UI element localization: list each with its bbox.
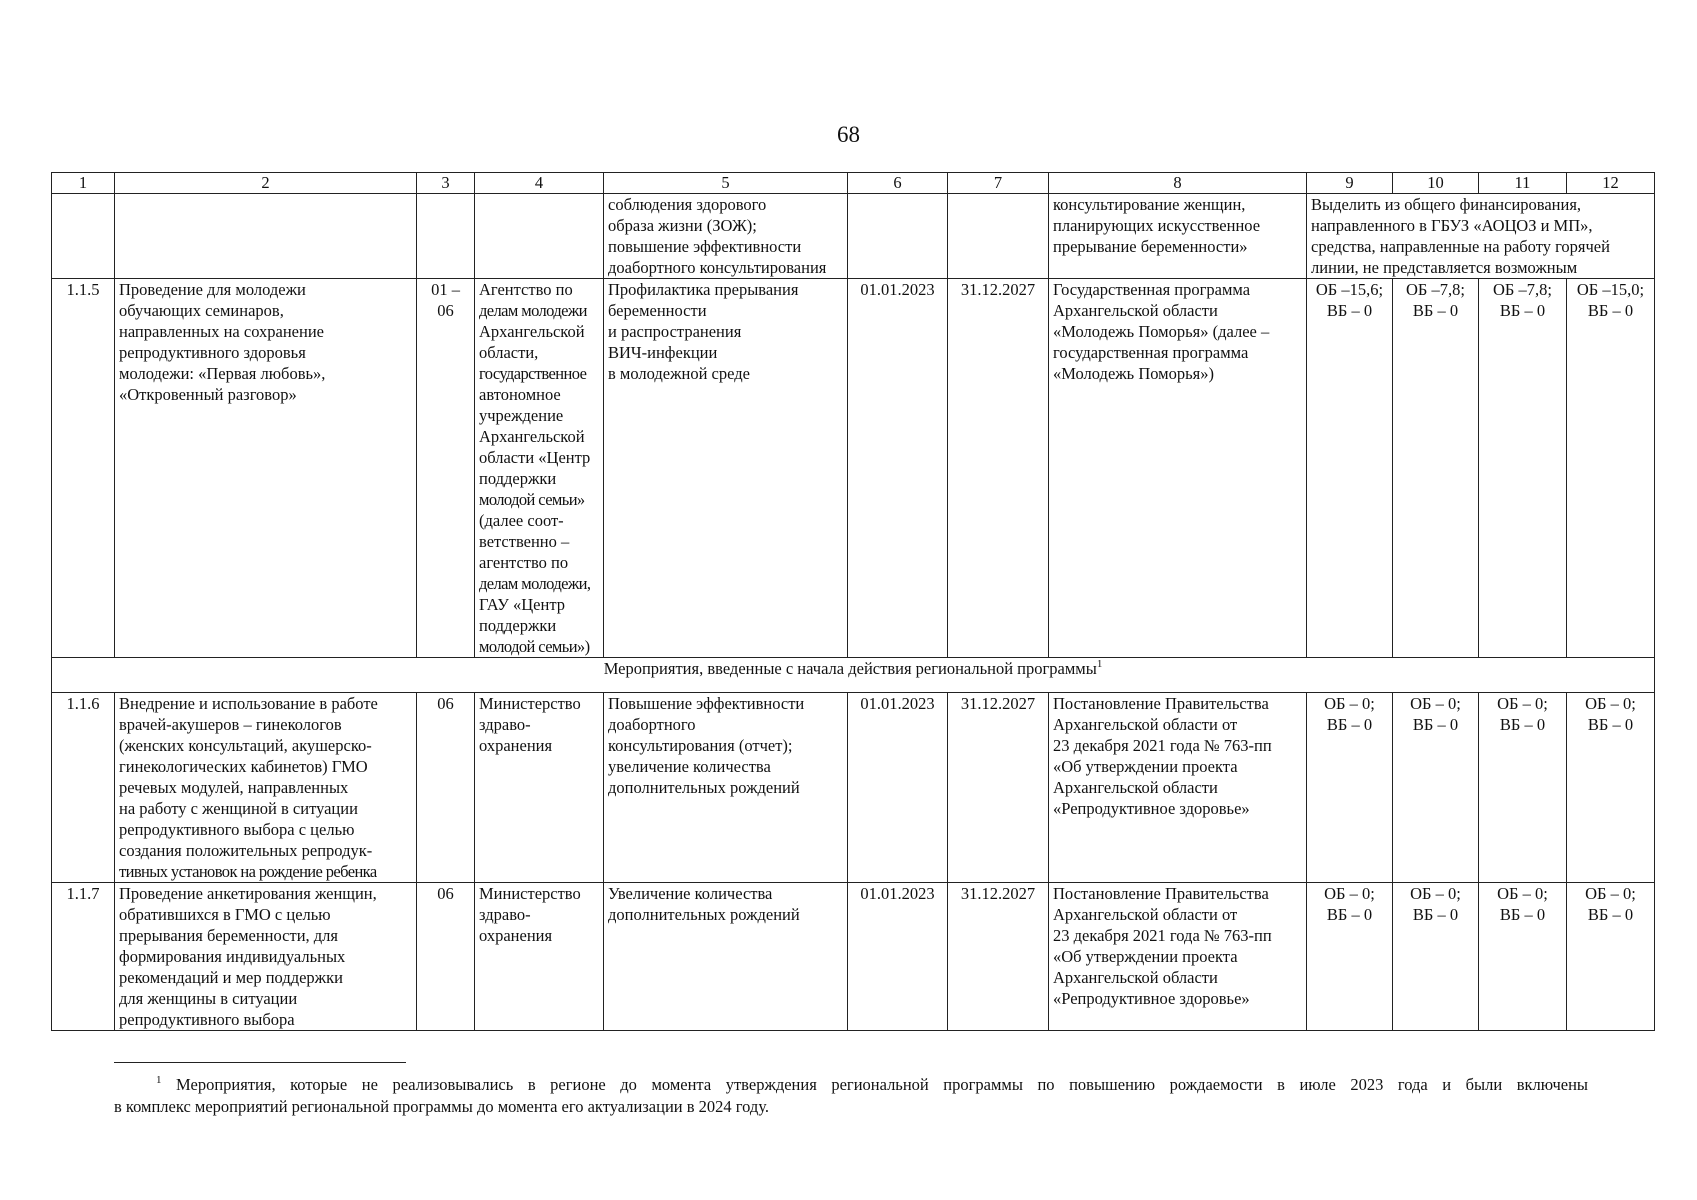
cell-text-line: здраво- [479,905,531,924]
column-number: 1 [52,173,115,194]
measure-name-cell [115,883,417,1031]
continued-basis-cell [1049,194,1307,279]
cell-text-line: Постановление Правительства [1053,884,1269,903]
code-cell [417,279,475,658]
cell-text-line: беременности [608,301,707,320]
cell-text-line: «Молодежь Поморья» (далее – [1053,322,1270,341]
cell-text-line: Архангельской области [1053,968,1218,987]
column-number: 8 [1049,173,1307,194]
footnote-text: Мероприятия, которые не реализовывались в регионе до момента утверждения региональной программы по повышению рождаемости в июле 2023 года и были включены [176,1075,1588,1094]
column-number: 10 [1393,173,1479,194]
cell-text-line: направленных на сохранение [119,322,324,341]
cell-text-line: государственная программа [1053,343,1249,362]
funding-cell [1393,279,1479,658]
cell-text-line: Архангельской [479,427,585,446]
row-number: 1.1.6 [52,693,115,883]
cell-text-line: Государственная программа [1053,280,1251,299]
cell-text-line: прерывание беременности» [1053,237,1248,256]
footnote-mark: 1 [156,1074,162,1086]
cell-text-line: Повышение эффективности [608,694,805,713]
footnote-line: в комплекс мероприятий региональной программы до момента его актуализации в 2024 году. [114,1097,770,1116]
result-cell [604,693,848,883]
funding-cell [1479,279,1567,658]
cell-text-line: «Об утверждении проекта [1053,757,1238,776]
cell-text-line: ОБ – 0; [1585,884,1636,903]
executor-cell [475,279,604,658]
funding-cell [1567,883,1655,1031]
cell-text-line: средства, направленные на работу горячей [1311,237,1610,256]
cell-text-line: Увеличение количества [608,884,773,903]
cell-text-line: поддержки [479,616,557,635]
cell-text-line: делам молодежи [479,301,587,320]
cell-text-line: ВБ – 0 [1326,715,1373,734]
cell-text-line: 06 [437,884,454,903]
cell-text-line: «Молодежь Поморья») [1053,364,1214,383]
cell-text-line: ОБ –15,6; [1315,280,1384,299]
result-cell [604,279,848,658]
continuation-row [52,194,1655,279]
cell-text-line: охранения [479,926,553,945]
cell-text-line: автономное [479,385,561,404]
cell-text-line: 06 [437,301,454,320]
footnote-line [114,1074,1588,1096]
basis-cell [1049,279,1307,658]
cell-text-line: Постановление Правительства [1053,694,1269,713]
cell-text-line: государственное [479,364,587,383]
cell-text-line: 01 – [431,280,460,299]
funding-cell [1393,693,1479,883]
start-date-cell: 01.01.2023 [848,279,948,658]
cell-text-line: агентство по [479,553,569,572]
cell-text-line: репродуктивного выбора с целью [119,820,355,839]
cell-text-line: Проведение анкетирования женщин, [119,884,377,903]
cell-text-line: врачей-акушеров – гинекологов [119,715,342,734]
cell-text-line: ВБ – 0 [1499,715,1546,734]
cell-text-line: для женщины в ситуации [119,989,298,1008]
column-number: 6 [848,173,948,194]
cell-text-line: 23 декабря 2021 года № 763-пп [1053,926,1272,945]
cell-text-line: повышение эффективности [608,237,802,256]
table-row [52,883,1655,1031]
footnote-separator [114,1062,406,1063]
funding-cell [1307,279,1393,658]
cell-text-line: «Репродуктивное здоровье» [1053,989,1250,1008]
cell-text-line: в молодежной среде [608,364,750,383]
funding-cell [1307,693,1393,883]
cell-text-line: тивных установок на рождение ребенка [119,862,377,881]
row-number: 1.1.5 [52,279,115,658]
row-number: 1.1.7 [52,883,115,1031]
column-number: 3 [417,173,475,194]
cell-text-line: учреждение [479,406,564,425]
cell-text-line: ОБ – 0; [1585,694,1636,713]
column-number: 7 [948,173,1049,194]
measures-table [51,172,1655,1031]
table-cell [475,194,604,279]
table-cell [948,194,1049,279]
table-row [52,279,1655,658]
cell-text-line: формирования индивидуальных [119,947,346,966]
basis-cell [1049,693,1307,883]
page-number: 68 [837,122,860,147]
cell-text-line: Архангельской области от [1053,715,1238,734]
cell-text-line: ОБ – 0; [1410,694,1461,713]
cell-text-line: Министерство [479,884,581,903]
cell-text-line: увеличение количества [608,757,771,776]
table-cell [52,194,115,279]
cell-text-line: линии, не представляется возможным [1311,258,1578,277]
table-cell [115,194,417,279]
column-number: 11 [1479,173,1567,194]
executor-cell [475,693,604,883]
cell-text-line: ВБ – 0 [1499,905,1546,924]
table-row [52,693,1655,883]
cell-text-line: молодежи: «Первая любовь», [119,364,326,383]
funding-cell [1307,883,1393,1031]
cell-text-line: ОБ –7,8; [1406,280,1465,299]
cell-text-line: обучающих семинаров, [119,301,284,320]
continued-funding-note-cell [1307,194,1655,279]
cell-text-line: планирующих искусственное [1053,216,1261,235]
funding-cell [1567,693,1655,883]
cell-text-line: 23 декабря 2021 года № 763-пп [1053,736,1272,755]
cell-text-line: ГАУ «Центр [479,595,565,614]
cell-text-line: создания положительных репродук- [119,841,373,860]
cell-text-line: ВБ – 0 [1326,905,1373,924]
table-cell [848,194,948,279]
cell-text-line: Внедрение и использование в работе [119,694,378,713]
end-date-cell: 31.12.2027 [948,883,1049,1031]
basis-cell [1049,883,1307,1031]
cell-text-line: на работу с женщиной в ситуации [119,799,358,818]
cell-text-line: ОБ –7,8; [1493,280,1552,299]
cell-text-line: «Об утверждении проекта [1053,947,1238,966]
cell-text-line: здраво- [479,715,531,734]
cell-text-line: репродуктивного выбора [119,1010,295,1029]
measure-name-cell [115,693,417,883]
cell-text-line: охранения [479,736,553,755]
cell-text-line: ОБ – 0; [1497,694,1548,713]
measure-name-cell [115,279,417,658]
cell-text-line: Проведение для молодежи [119,280,306,299]
cell-text-line: ВБ – 0 [1412,715,1459,734]
cell-text-line: 06 [437,694,454,713]
cell-text-line: ВБ – 0 [1412,905,1459,924]
cell-text-line: направленного в ГБУЗ «АОЦОЗ и МП», [1311,216,1593,235]
cell-text-line: ОБ – 0; [1497,884,1548,903]
funding-cell [1567,279,1655,658]
cell-text-line: ОБ – 0; [1410,884,1461,903]
code-cell [417,883,475,1031]
cell-text-line: «Репродуктивное здоровье» [1053,799,1250,818]
start-date-cell: 01.01.2023 [848,693,948,883]
section-row [52,658,1655,693]
cell-text-line: ВБ – 0 [1412,301,1459,320]
table-cell [417,194,475,279]
cell-text-line: ВИЧ-инфекции [608,343,718,362]
funding-cell [1479,883,1567,1031]
cell-text-line: прерывания беременности, для [119,926,339,945]
cell-text-line: ОБ –15,0; [1576,280,1645,299]
cell-text-line: доабортного консультирования [608,258,827,277]
cell-text-line: репродуктивного здоровья [119,343,306,362]
funding-cell [1393,883,1479,1031]
column-number: 4 [475,173,604,194]
cell-text-line: речевых модулей, направленных [119,778,349,797]
cell-text-line: и распространения [608,322,742,341]
cell-text-line: Архангельской области [1053,778,1218,797]
cell-text-line: образа жизни (ЗОЖ); [608,216,757,235]
column-number: 2 [115,173,417,194]
cell-text-line: ВБ – 0 [1587,301,1634,320]
cell-text-line: ВБ – 0 [1499,301,1546,320]
cell-text-line: рекомендаций и мер поддержки [119,968,343,987]
cell-text-line: Архангельской области [1053,301,1218,320]
cell-text-line: молодой семьи» [479,490,585,509]
cell-text-line: Архангельской области от [1053,905,1238,924]
footnote [114,1074,1588,1118]
cell-text-line: области, [479,343,539,362]
cell-text-line: консультирование женщин, [1053,195,1246,214]
section-title: Мероприятия, введенные с начала действия региональной программы [603,659,1097,678]
cell-text-line: ВБ – 0 [1587,715,1634,734]
cell-text-line: «Откровенный разговор» [119,385,297,404]
funding-cell [1479,693,1567,883]
cell-text-line: Архангельской [479,322,585,341]
start-date-cell: 01.01.2023 [848,883,948,1031]
section-title-cell [52,658,1655,693]
cell-text-line: ОБ – 0; [1324,694,1375,713]
footnote-mark: 1 [1096,658,1103,670]
cell-text-line: дополнительных рождений [608,905,800,924]
cell-text-line: делам молодежи, [479,574,591,593]
result-cell [604,883,848,1031]
cell-text-line: ОБ – 0; [1324,884,1375,903]
executor-cell [475,883,604,1031]
column-number: 5 [604,173,848,194]
cell-text-line: поддержки [479,469,557,488]
cell-text-line: Выделить из общего финансирования, [1311,195,1582,214]
continued-result-cell [604,194,848,279]
cell-text-line: консультирования (отчет); [608,736,793,755]
cell-text-line: Профилактика прерывания [608,280,799,299]
cell-text-line: гинекологических кабинетов) ГМО [119,757,368,776]
code-cell [417,693,475,883]
cell-text-line: дополнительных рождений [608,778,800,797]
column-number: 12 [1567,173,1655,194]
cell-text-line: ВБ – 0 [1587,905,1634,924]
cell-text-line: Министерство [479,694,581,713]
cell-text-line: области «Центр [479,448,591,467]
cell-text-line: (женских консультаций, акушерско- [119,736,372,755]
end-date-cell: 31.12.2027 [948,693,1049,883]
cell-text-line: (далее соот- [479,511,564,530]
cell-text-line: ВБ – 0 [1326,301,1373,320]
column-number: 9 [1307,173,1393,194]
cell-text-line: молодой семьи») [479,637,590,656]
cell-text-line: соблюдения здорового [608,195,767,214]
cell-text-line: Агентство по [479,280,573,299]
cell-text-line: доабортного [608,715,696,734]
cell-text-line: ветственно – [479,532,570,551]
column-number-row [52,173,1655,194]
end-date-cell: 31.12.2027 [948,279,1049,658]
cell-text-line: обратившихся в ГМО с целью [119,905,331,924]
